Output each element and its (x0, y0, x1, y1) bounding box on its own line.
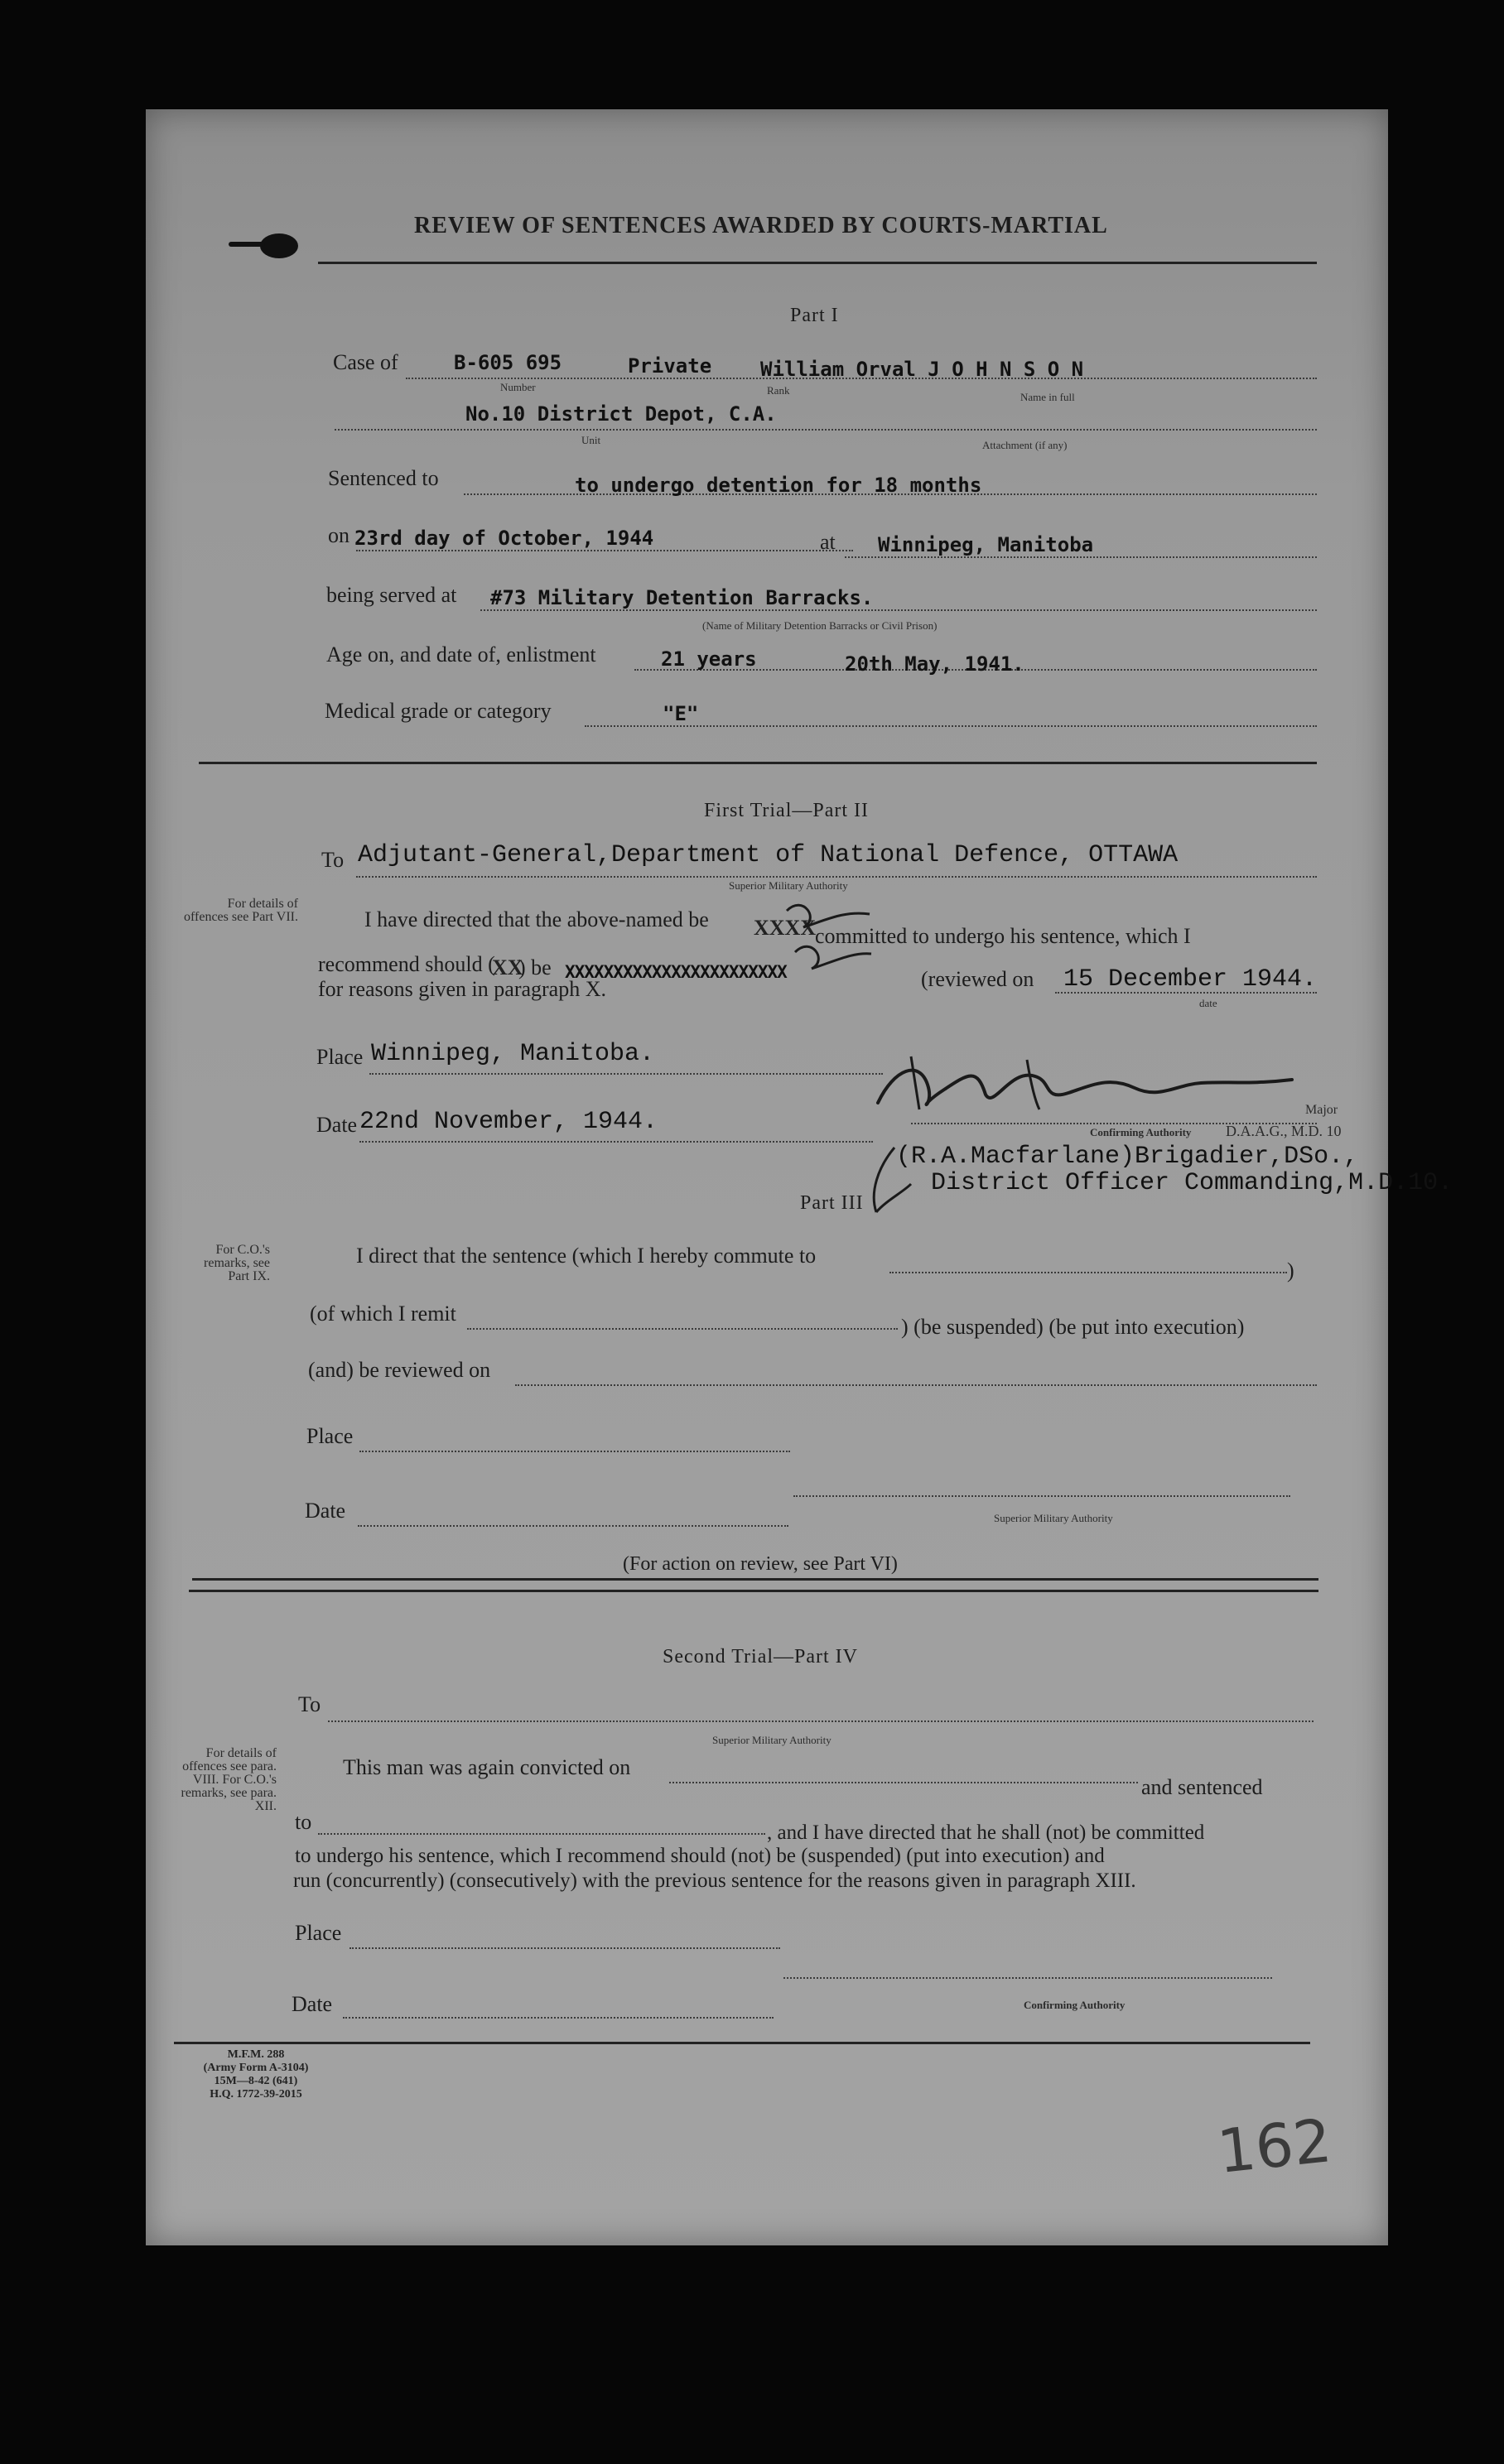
case-of-label: Case of (333, 350, 398, 374)
form-number-line-4: H.Q. 1772-39-2015 (210, 2088, 302, 2101)
part4-line2a: to (295, 1810, 312, 1834)
service-number: B-605 695 (454, 351, 562, 374)
part2-side-note: For details of offences see Part VII. (183, 897, 298, 924)
name-caption: Name in full (1020, 391, 1075, 403)
part4-confirming-caption: Confirming Authority (1024, 1999, 1126, 2011)
ink-blot-tail (229, 242, 265, 247)
part4-to-dots (328, 1720, 1314, 1722)
part2-line3: for reasons given in paragraph X. (318, 977, 606, 1001)
part3-authority-dots (793, 1495, 1290, 1497)
review-date: 15 December 1944. (1063, 965, 1318, 994)
part3-side-note: For C.O.'s remarks, see Part IX. (204, 1243, 270, 1283)
rank-caption: Rank (767, 384, 790, 397)
initials-mark (779, 894, 878, 977)
part4-authority-caption: Superior Military Authority (712, 1734, 832, 1746)
part4-rule (174, 2042, 1310, 2044)
part3-line2-dots (467, 1328, 898, 1330)
part3-authority-caption: Superior Military Authority (994, 1512, 1113, 1524)
part4-date-label: Date (292, 1992, 333, 2016)
age-value: 21 years (661, 647, 757, 671)
served-line (480, 609, 1317, 611)
part3-line2b: ) (be suspended) (be put into execution) (901, 1315, 1245, 1339)
form-number-block (177, 2048, 335, 2101)
served-at-value: #73 Military Detention Barracks. (490, 586, 874, 609)
rank-value: Private (628, 354, 712, 378)
at-label: at (820, 530, 836, 554)
part4-to-label: To (298, 1692, 321, 1716)
part3-place-label: Place (306, 1424, 354, 1448)
part2-confirming-caption: Confirming Authority (1090, 1126, 1192, 1138)
part2-line2-struck: XXXXXXXXXXXXXXXXXXXXXXX (565, 962, 787, 982)
part3-line1-close: ) (1287, 1258, 1294, 1283)
part4-confirming-dots (783, 1977, 1272, 1979)
part1-rule (199, 762, 1317, 764)
served-label: being served at (326, 583, 457, 607)
part2-line1a: I have directed that the above-named be (364, 907, 709, 931)
part2-line1b: committed to undergo his sentence, which I (815, 924, 1191, 948)
part3-line2a: (of which I remit (310, 1302, 456, 1326)
part3-note: (For action on review, see Part VI) (623, 1553, 898, 1575)
part3-rule-b (189, 1590, 1318, 1592)
part2-line2c: (reviewed on (921, 967, 1034, 991)
part3-line3-dots (515, 1384, 1317, 1386)
on-line (356, 550, 853, 551)
unit-value: No.10 District Depot, C.A. (465, 402, 777, 426)
age-label: Age on, and date of, enlistment (326, 642, 596, 667)
part4-line3: to undergo his sentence, which I recommend should (not) be (suspended) (put into execution) and (295, 1845, 1105, 1867)
part3-line3: (and) be reviewed on (308, 1358, 491, 1382)
part3-line1: I direct that the sentence (which I hereby commute to (356, 1244, 817, 1268)
part2-line2-struck-paren: XX (492, 955, 523, 979)
part4-line1-dots (669, 1782, 1138, 1783)
part2-heading: First Trial—Part II (704, 800, 870, 821)
part2-line2a: recommend should ( (318, 952, 495, 976)
part3-rule-a (192, 1578, 1318, 1581)
ink-blot (260, 233, 298, 258)
confirming-signature (861, 1052, 1309, 1118)
part4-heading: Second Trial—Part IV (663, 1646, 858, 1668)
part2-to-line (356, 876, 1317, 878)
part2-line1-struck: XXXX (754, 916, 817, 940)
part3-heading: Part III (800, 1192, 864, 1214)
at-line (845, 556, 1317, 558)
part4-place-dots (349, 1947, 780, 1949)
medical-value: "E" (663, 702, 699, 725)
unit-line (335, 429, 1317, 431)
medical-label: Medical grade or category (325, 699, 552, 723)
enlistment-date: 20th May, 1941. (845, 652, 1024, 676)
page-number: 162 (1213, 2105, 1335, 2187)
part3-line1-dots (889, 1272, 1287, 1273)
daag-note: D.A.A.G., M.D. 10 (1226, 1123, 1342, 1139)
part4-side-note: For details of offences see para. VIII. For C.O.'s remarks, see para. XII. (181, 1746, 277, 1813)
part3-place-dots (359, 1451, 790, 1452)
served-caption: (Name of Military Detention Barracks or Civil Prison) (702, 619, 938, 632)
full-name: William Orval J O H N S O N (760, 358, 1084, 381)
form-title: REVIEW OF SENTENCES AWARDED BY COURTS-MARTIAL (414, 213, 1108, 238)
part4-line1a: This man was again convicted on (343, 1755, 631, 1779)
attachment-caption: Attachment (if any) (982, 439, 1068, 451)
on-label: on (328, 523, 349, 547)
unit-caption: Unit (581, 434, 601, 446)
part4-date-dots (343, 2017, 774, 2019)
sentence-date: 23rd day of October, 1944 (354, 527, 654, 550)
medical-line (585, 725, 1317, 727)
signer-title: District Officer Commanding,M.D.10. (931, 1169, 1453, 1197)
part4-line1b: and sentenced (1141, 1775, 1263, 1799)
part4-place-label: Place (295, 1921, 342, 1945)
part4-line2-dots (318, 1833, 765, 1835)
part3-date-dots (358, 1525, 788, 1527)
number-caption: Number (500, 381, 536, 393)
part2-place-line (369, 1073, 883, 1075)
part2-line2b: ) be (518, 955, 552, 979)
form-number-line-2: (Army Form A-3104) (203, 2062, 309, 2074)
part2-to-value: Adjutant-General,Department of National Defence, OTTAWA (358, 841, 1179, 869)
part2-date-line (359, 1141, 873, 1143)
major-note: Major (1305, 1103, 1338, 1117)
part4-line4: run (concurrently) (consecutively) with the previous sentence for the reasons given in paragraph XIII. (293, 1870, 1136, 1892)
sentenced-label: Sentenced to (328, 466, 439, 490)
part3-date-label: Date (305, 1499, 346, 1523)
signer-name: (R.A.Macfarlane)Brigadier,DSo., (896, 1143, 1359, 1171)
form-number-line-3: 15M—8-42 (641) (214, 2075, 298, 2087)
part2-date-value: 22nd November, 1944. (359, 1108, 658, 1136)
form-number-line-1: M.F.M. 288 (227, 2048, 285, 2061)
part4-line2b: , and I have directed that he shall (not) be committed (767, 1822, 1205, 1844)
trial-place: Winnipeg, Manitoba (878, 533, 1094, 556)
part2-date-label: Date (316, 1113, 358, 1137)
title-rule (318, 262, 1317, 264)
sentence-value: to undergo detention for 18 months (575, 474, 982, 497)
review-date-caption: date (1199, 997, 1217, 1009)
part1-heading: Part I (790, 305, 839, 326)
part2-place-value: Winnipeg, Manitoba. (371, 1040, 655, 1068)
part2-authority-caption: Superior Military Authority (729, 879, 848, 892)
part2-to-label: To (321, 848, 345, 872)
part2-place-label: Place (316, 1045, 364, 1069)
